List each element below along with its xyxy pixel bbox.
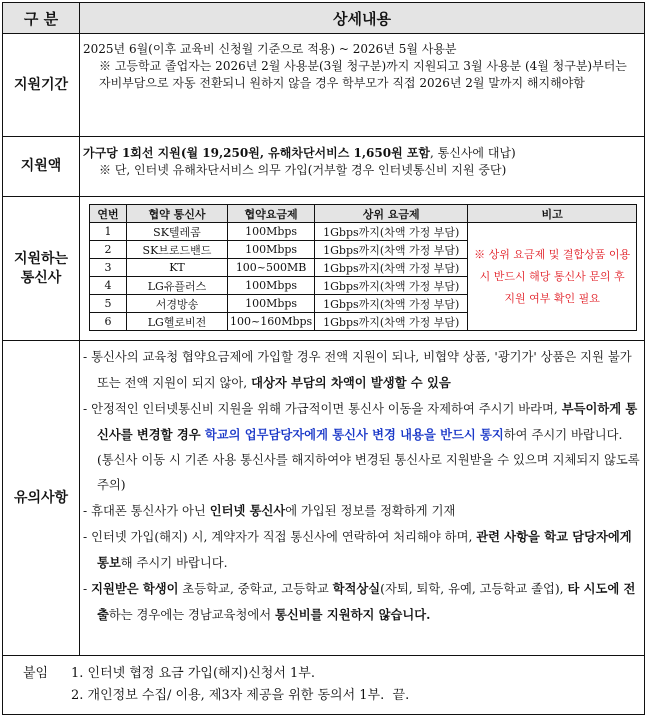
row-no: 3 (90, 259, 127, 277)
note-emphasis: 대상자 부담의 차액이 발생할 수 있음 (251, 375, 451, 390)
note-text: 초등학교, 중학교, 고등학교 (178, 582, 333, 596)
note-text: - 안정적인 인터넷통신비 지원을 위해 가급적이면 통신사 이동을 자제하여 주시기 바라며, (83, 402, 562, 416)
carriers-label (3, 197, 79, 340)
row-upper-plan: 1Gbps까지(차액 가정 부담) (315, 259, 468, 277)
note-emphasis: 학적상실 (332, 581, 381, 596)
row-carrier: LG헬로비전 (127, 313, 228, 331)
attachment-line (23, 663, 409, 685)
table-row (90, 223, 637, 241)
row-carrier: KT (127, 259, 228, 277)
note-text: (자퇴, 퇴학, 유예, 고등학교 졸업), (380, 582, 568, 596)
attachment-end: 끝. (392, 688, 410, 703)
note-text: 에 가입된 정보를 정확하게 기재 (285, 504, 456, 518)
row-plan: 100~160Mbps (228, 313, 315, 331)
col-plan: 협약요금제 (228, 205, 315, 223)
note-text: - 통신사의 교육청 협약요금제에 가입할 경우 전액 지원이 되나, 비협약 상품, '광기가' 상품은 지원 불가 또는 전액 지원이 되지 않아, (83, 350, 632, 390)
attachment-item: 1. 인터넷 협정 요금 가입(해지)신청서 1부. (71, 666, 315, 681)
amount-label: 지원액 (20, 158, 62, 174)
amount-note: ※ 단, 인터넷 유해차단서비스 의무 가입(거부할 경우 인터넷통신비 지원 중단) (99, 163, 507, 177)
note-item (83, 396, 640, 498)
row-divider (3, 655, 644, 656)
row-plan: 100Mbps (228, 241, 315, 259)
row-divider (3, 340, 644, 341)
note-emphasis: 인터넷 통신사 (209, 503, 286, 518)
note-emphasis: 타 시도에 전출 (97, 581, 636, 622)
amount-line-bold: 가구당 1회선 지원(월 19,250원, 유해차단서비스 1,650원 포함 (83, 146, 431, 160)
note-text: - (83, 582, 92, 596)
period-label: 지원기간 (13, 76, 69, 93)
guide-table (2, 2, 645, 715)
row-plan: 100Mbps (228, 295, 315, 313)
note-text: 해 주시기 바랍니다. (120, 556, 228, 570)
note-item (83, 498, 640, 524)
row-plan: 100Mbps (228, 223, 315, 241)
carriers-label-text: 지원하는 통신사 (13, 250, 69, 286)
row-no: 5 (90, 295, 127, 313)
row-no: 4 (90, 277, 127, 295)
note-text: 하여 주시기 바랍니다. (통신사 이동 시 기존 사용 통신사를 해지하여야 변경된 통신사로 지원받을 수 있으며 지체되지 않도록 주의) (97, 428, 640, 492)
notes-content (83, 345, 640, 628)
row-carrier: 서경방송 (127, 295, 228, 313)
carrier-table-header (90, 205, 637, 223)
amount-line (83, 145, 640, 162)
row-no: 2 (90, 241, 127, 259)
header-details: 상세내용 (80, 3, 644, 33)
row-divider (3, 33, 644, 34)
period-content (83, 41, 640, 92)
period-note: ※ 고등학교 졸업자는 2026년 2월 사용분(3월 청구분)까지 지원되고 3월 사용분 (4월 청구분)부터는 자비부담으로 자동 전환되니 원하지 않을 경우 학부모가 직접 2026년 2월 말까지 해지해야함 (99, 59, 627, 90)
note-highlight: 학교의 업무담당자에게 통신사 변경 내용을 반드시 통지 (204, 427, 504, 442)
carrier-remark-text: ※ 상위 요금제 및 결합상품 이용 시 반드시 해당 통신사 문의 후 지원 여부 확인 필요 (474, 247, 631, 305)
col-carrier: 협약 통신사 (127, 205, 228, 223)
attachment-line (23, 685, 409, 707)
row-upper-plan: 1Gbps까지(차액 가정 부담) (315, 295, 468, 313)
note-item (83, 345, 640, 396)
carrier-remark (468, 223, 637, 331)
col-no: 연번 (90, 205, 127, 223)
row-carrier: SK텔레콤 (127, 223, 228, 241)
column-divider (79, 3, 80, 655)
row-upper-plan: 1Gbps까지(차액 가정 부담) (315, 313, 468, 331)
row-no: 1 (90, 223, 127, 241)
notes-label: 유의사항 (13, 489, 69, 506)
header-category: 구 분 (3, 3, 79, 33)
note-emphasis: 관련 사항을 학교 담당자에게 통보 (97, 529, 632, 570)
row-upper-plan: 1Gbps까지(차액 가정 부담) (315, 241, 468, 259)
carrier-table (89, 204, 637, 331)
attachments (23, 663, 409, 707)
note-text: 하는 경우에는 경남교육청에서 (108, 608, 276, 622)
col-upper-plan: 상위 요금제 (315, 205, 468, 223)
note-text: - 인터넷 가입(해지) 시, 계약자가 직접 통신사에 연락하여 처리해야 하며, (83, 530, 477, 544)
amount-content (83, 145, 640, 179)
attachments-label: 붙임 (23, 666, 49, 681)
note-item (83, 524, 640, 576)
amount-line-rest: , 통신사에 대납) (430, 146, 516, 160)
row-carrier: SK브로드밴드 (127, 241, 228, 259)
note-text: - 휴대폰 통신사가 아닌 (83, 504, 210, 518)
note-emphasis: 통신비를 지원하지 않습니다. (275, 607, 431, 622)
note-item (83, 576, 640, 628)
row-upper-plan: 1Gbps까지(차액 가정 부담) (315, 277, 468, 295)
row-divider (3, 136, 644, 137)
note-emphasis: 부득이하게 통신사를 변경할 경우 (97, 401, 638, 442)
col-remark: 비고 (468, 205, 637, 223)
period-line: 2025년 6월(이후 교육비 신청월 기준으로 적용) ~ 2026년 5월 사용분 (83, 42, 457, 56)
attachment-item: 2. 개인정보 수집/ 이용, 제3자 제공을 위한 동의서 1부. (71, 688, 385, 703)
row-no: 6 (90, 313, 127, 331)
row-plan: 100Mbps (228, 277, 315, 295)
note-emphasis: 지원받은 학생이 (91, 581, 179, 596)
row-plan: 100~500MB (228, 259, 315, 277)
row-carrier: LG유플러스 (127, 277, 228, 295)
row-upper-plan: 1Gbps까지(차액 가정 부담) (315, 223, 468, 241)
row-divider (3, 196, 644, 197)
